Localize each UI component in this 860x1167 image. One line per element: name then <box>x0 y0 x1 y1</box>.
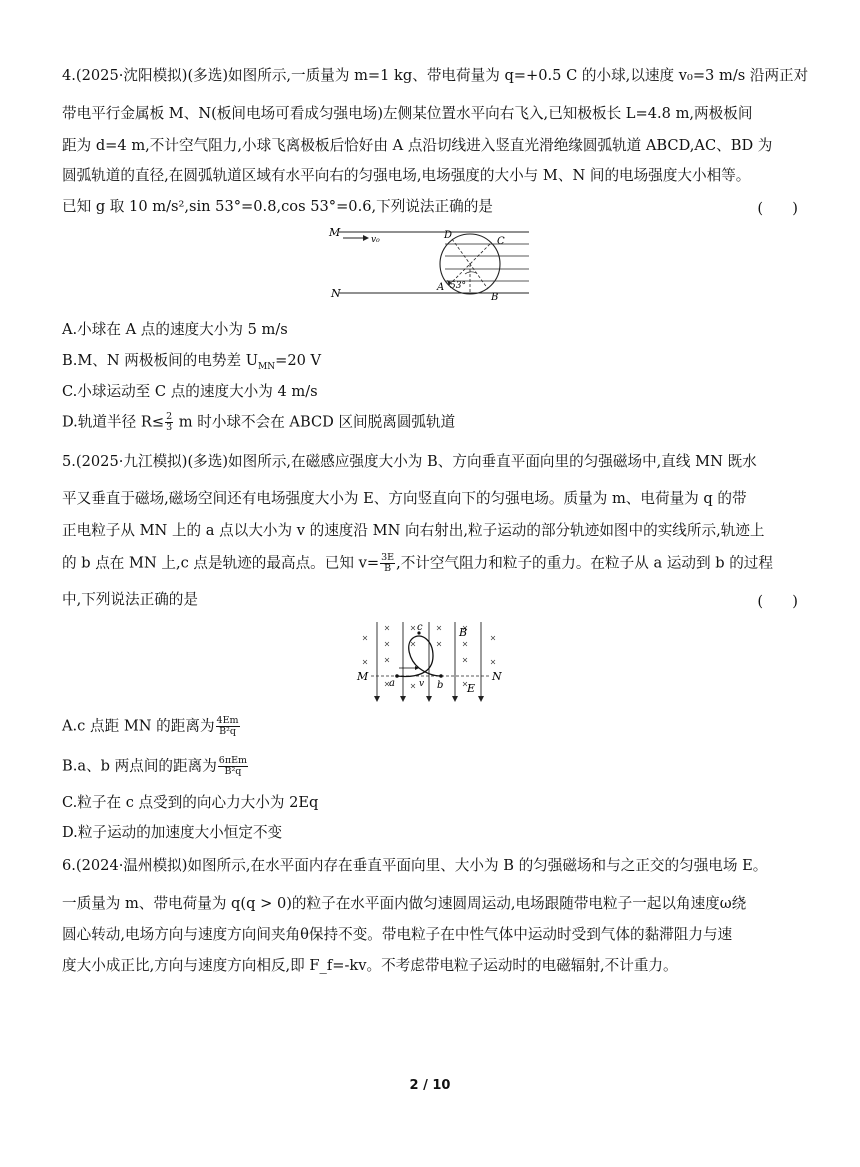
q4-option-c: C.小球运动至 C 点的速度大小为 4 m/s <box>62 383 318 400</box>
q5-label-v: v <box>419 679 425 689</box>
q4-option-d: D.轨道半径 R≤ $\frac{2}{3}$ m 时小球不会在 ABCD 区间脱离圆弧轨道 <box>62 411 456 433</box>
q4-line-2: 带电平行金属板 M、N(板间电场可看成匀强电场)左侧某位置水平向右飞入,已知极板长 L=4.8 m,两极板间 <box>62 105 753 122</box>
q4-line-4: 圆弧轨道的直径,在圆弧轨道区域有水平向右的匀强电场,电场强度的大小与 M、N 间的电场强度大小相等。 <box>62 167 751 184</box>
q4-line-5: 已知 g 取 10 m/s²,sin 53°=0.8,cos 53°=0.6,下列说法正确的是 <box>62 198 493 215</box>
q4-label-D: D <box>444 230 453 241</box>
q5-option-c: C.粒子在 c 点受到的向心力大小为 2Eq <box>62 794 319 811</box>
q4-label-M: M <box>329 226 341 239</box>
q5-label-B: B <box>459 626 468 639</box>
page-number: 2 / 10 <box>409 1078 451 1093</box>
q4-figure <box>325 222 535 308</box>
q5-line-5: 中,下列说法正确的是 <box>62 591 198 608</box>
q5-label-E: E <box>467 682 476 695</box>
q4-label-C: C <box>497 236 505 247</box>
q4-label-A: A <box>437 282 445 293</box>
q5-line-4: 的 b 点在 MN 上,c 点是轨迹的最高点。已知 v= $\frac{3E}{B}$ ,不计空气阻力和粒子的重力。在粒子从 a 运动到 b 的过程 <box>62 552 773 574</box>
q5-line-2: 平又垂直于磁场,磁场空间还有电场强度大小为 E、方向竖直向下的匀强电场。质量为 m、电荷量为 q 的带 <box>62 490 747 507</box>
q5-answer-blank: ( ) <box>757 593 798 610</box>
q5-figure <box>355 616 505 706</box>
q5-label-M: M <box>357 670 369 683</box>
q4-label-v0: v₀ <box>371 235 380 245</box>
q5-option-b: B.a、b 两点间的距离为 $\frac{\text{6πEm}}{\text{B²q}}$ <box>62 755 248 777</box>
q4-option-b: B.M、N 两极板间的电势差 $U_{MN}=20$ V <box>62 352 322 372</box>
q4-option-a: A.小球在 A 点的速度大小为 5 m/s <box>62 321 288 338</box>
q4-label-B: B <box>491 292 499 303</box>
q6-line-3: 圆心转动,电场方向与速度方向间夹角θ保持不变。带电粒子在中性气体中运动时受到气体的黏滞阻力与速 <box>62 926 733 943</box>
q6-line-4: 度大小成正比,方向与速度方向相反,即 F_f=-kv。不考虑带电粒子运动时的电磁辐射,不计重力。 <box>62 957 678 974</box>
q5-option-d: D.粒子运动的加速度大小恒定不变 <box>62 824 283 841</box>
q4-answer-blank: ( ) <box>757 200 798 217</box>
q4-line-3: 距为 d=4 m,不计空气阻力,小球飞离极板后恰好由 A 点沿切线进入竖直光滑绝缘圆弧轨道 ABCD,AC、BD 为 <box>62 137 773 154</box>
q5-line-3: 正电粒子从 MN 上的 a 点以大小为 v 的速度沿 MN 向右射出,粒子运动的部分轨迹如图中的实线所示,轨迹上 <box>62 522 765 539</box>
q5-option-a: A.c 点距 MN 的距离为 $\frac{4Em}{\text{B²q}}$ <box>62 715 239 737</box>
q5-label-a: a <box>389 678 395 689</box>
q4-label-angle: 53° <box>450 281 466 291</box>
q5-label-N: N <box>492 670 502 683</box>
q5-label-c: c <box>417 622 423 633</box>
q6-line-2: 一质量为 m、带电荷量为 q(q > 0)的粒子在水平面内做匀速圆周运动,电场跟随带电粒子一起以角速度ω绕 <box>62 895 747 912</box>
q4-label-N: N <box>331 287 341 300</box>
q6-line-1: 6.(2024·温州模拟)如图所示,在水平面内存在垂直平面向里、大小为 B 的匀强磁场和与之正交的匀强电场 E。 <box>62 857 768 874</box>
q5-line-1: 5.(2025·九江模拟)(多选)如图所示,在磁感应强度大小为 B、方向垂直平面向里的匀强磁场中,直线 MN 既水 <box>62 453 757 470</box>
q4-line-1: 4.(2025·沈阳模拟)(多选)如图所示,一质量为 m=1 kg、带电荷量为 q=+0.5 C 的小球,以速度 v₀=3 m/s 沿两正对 <box>62 67 809 84</box>
q5-label-b: b <box>437 680 444 691</box>
